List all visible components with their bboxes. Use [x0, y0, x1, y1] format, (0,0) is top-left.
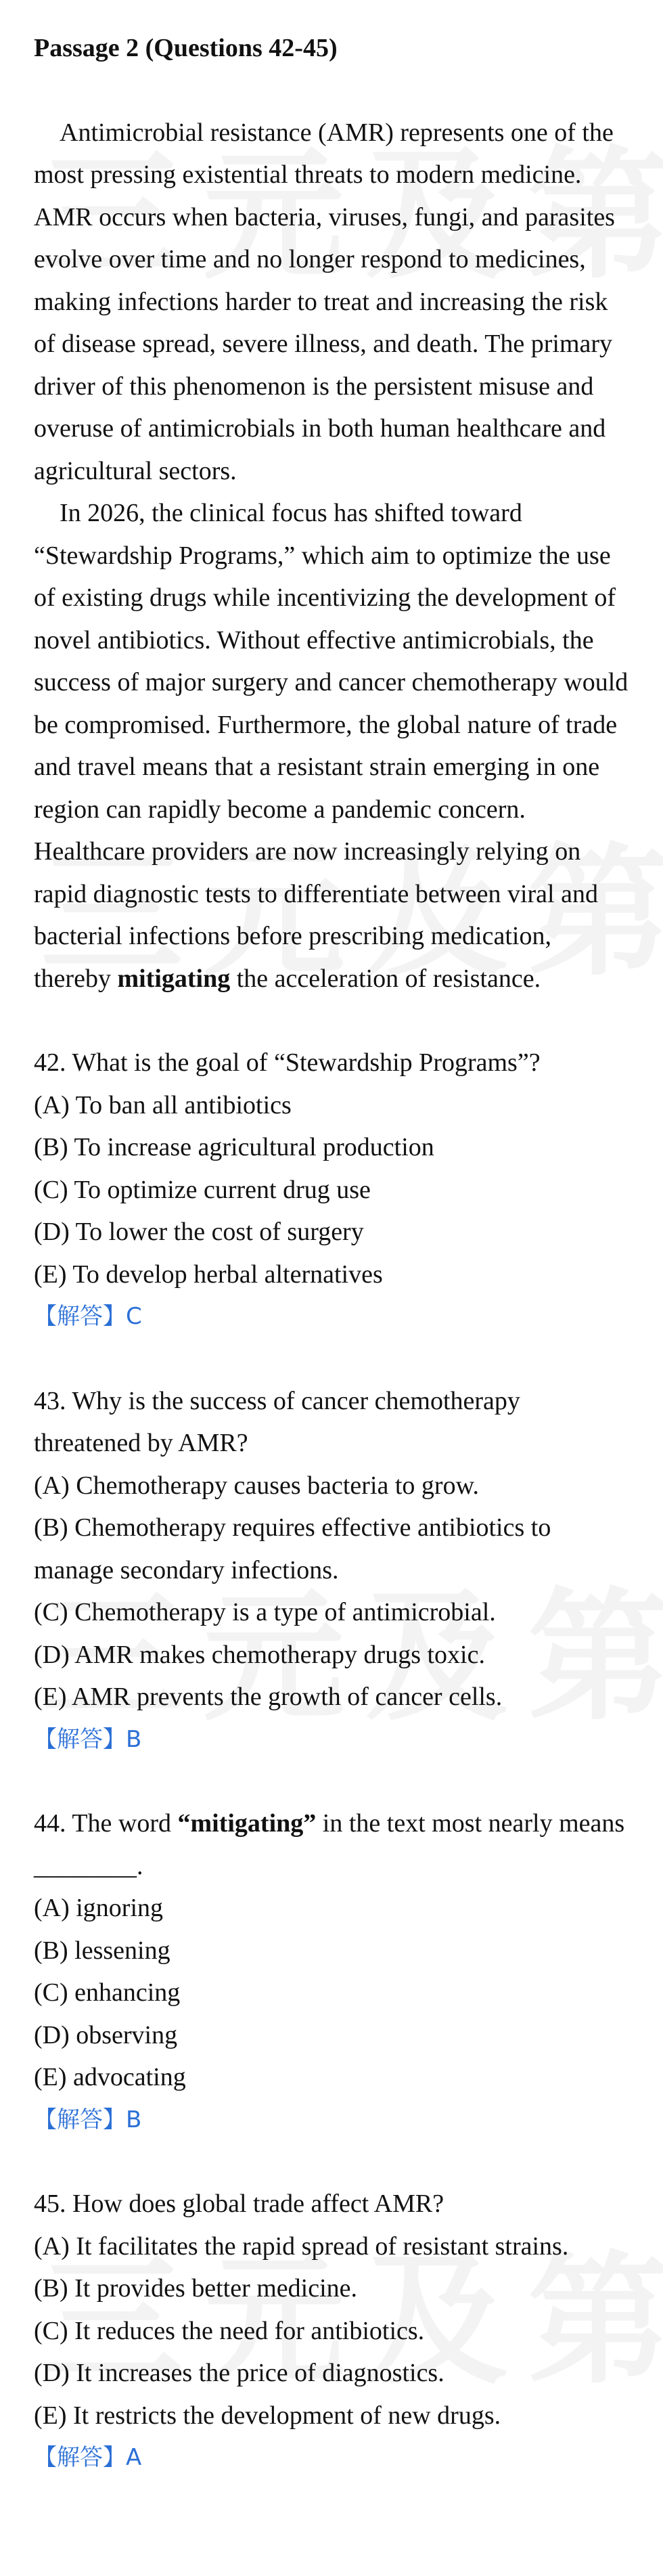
- question-43: [34, 1380, 629, 1761]
- option-b: (B) It provides better medicine.: [34, 2274, 358, 2303]
- question-stem-end: in the text most nearly means ________.: [34, 1809, 625, 1880]
- option-d: (D) observing: [34, 2020, 178, 2049]
- option-d: (D) To lower the cost of surgery: [34, 1218, 364, 1246]
- keyword-mitigating: mitigating: [117, 964, 231, 993]
- passage-heading: Passage 2 (Questions 42-45): [34, 34, 338, 62]
- question-stem-start: 44. The word: [34, 1809, 178, 1838]
- question-stem: 43. Why is the success of cancer chemotherapy threatened by AMR?: [34, 1386, 520, 1457]
- paragraph-2-text: In 2026, the clinical focus has shifted toward “Stewardship Programs,” which aim to optimize the use of existing drugs while incentivizing the development of novel antibiotics. Without effective antimicrobials, the success of major surgery and cancer chemotherapy would be compromised. Furthermore, the global nature of trade and travel means that a resistant strain emerging in one region can rapidly become a pandemic concern. Healthcare providers are now increasingly relying on rapid diagnostic tests to differentiate between viral and bacterial infections before prescribing medication, thereby: [34, 499, 628, 993]
- question-42: [34, 1042, 629, 1338]
- option-d: (D) It increases the price of diagnostics.: [34, 2359, 444, 2387]
- answer-label: 【解答】A: [34, 2444, 142, 2471]
- question-stem: [34, 1802, 629, 1887]
- option-c: (C) It reduces the need for antibiotics.: [34, 2316, 425, 2345]
- option-c: (C) Chemotherapy is a type of antimicrobial.: [34, 1598, 496, 1626]
- question-stem: 42. What is the goal of “Stewardship Programs”?: [34, 1048, 541, 1077]
- passage-paragraph-1: Antimicrobial resistance (AMR) represents one of the most pressing existential threats to modern medicine. AMR occurs when bacteria, viruses, fungi, and parasites evolve over time and no longer respond to medicines, making infections harder to treat and increasing the risk of disease spread, severe illness, and death. The primary driver of this phenomenon is the persistent misuse and overuse of antimicrobials in both human healthcare and agricultural sectors.: [34, 118, 615, 485]
- option-e: (E) To develop herbal alternatives: [34, 1260, 383, 1289]
- paragraph-2-text-end: the acceleration of resistance.: [230, 964, 541, 993]
- option-c: (C) enhancing: [34, 1978, 181, 2007]
- answer-label: 【解答】C: [34, 1303, 142, 1330]
- option-a: (A) To ban all antibiotics: [34, 1090, 292, 1119]
- option-b: (B) lessening: [34, 1936, 170, 1965]
- passage-paragraph-2: [34, 492, 629, 1000]
- option-a: (A) It facilitates the rapid spread of resistant strains.: [34, 2231, 569, 2261]
- option-e: (E) AMR prevents the growth of cancer cells.: [34, 1683, 503, 1711]
- keyword-mitigating: “mitigating”: [177, 1809, 317, 1838]
- option-a: (A) ignoring: [34, 1894, 164, 1922]
- option-b: (B) Chemotherapy requires effective antibiotics to manage secondary infections.: [34, 1513, 551, 1584]
- option-b: (B) To increase agricultural production: [34, 1133, 434, 1161]
- option-c: (C) To optimize current drug use: [34, 1175, 371, 1204]
- document-content: [34, 27, 629, 2479]
- option-e: (E) advocating: [34, 2063, 186, 2091]
- question-44: [34, 1802, 629, 2141]
- question-45: [34, 2183, 629, 2479]
- question-stem: 45. How does global trade affect AMR?: [34, 2190, 444, 2218]
- answer-label: 【解答】B: [34, 1725, 142, 1753]
- option-e: (E) It restricts the development of new drugs.: [34, 2401, 501, 2430]
- option-d: (D) AMR makes chemotherapy drugs toxic.: [34, 1640, 485, 1669]
- option-a: (A) Chemotherapy causes bacteria to grow.: [34, 1471, 480, 1500]
- answer-label: 【解答】B: [34, 2106, 142, 2133]
